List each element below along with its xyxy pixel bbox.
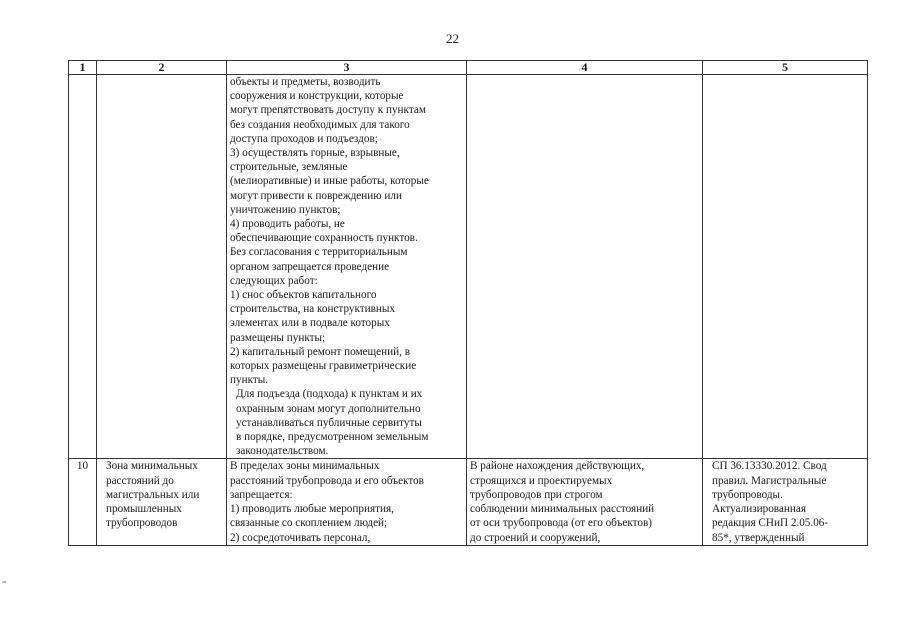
column-header-5: 5 [703,61,868,75]
table-row-continuation [69,75,868,459]
regulation-table [68,60,868,546]
column-header-4: 4 [467,61,703,75]
conditions-cell [467,75,703,459]
row-number-cell [69,75,97,459]
column-header-3: 3 [227,61,467,75]
table-header-row [69,61,868,75]
table-row-10 [69,459,868,545]
restrictions-cell [227,75,467,459]
zone-name-cell: Зона минимальных расстояний до магистральных или промышленных трубопроводов [97,459,227,545]
margin-mark: = [2,578,7,587]
conditions-cell: В районе нахождения действующих, строящихся и проектируемых трубопроводов при строгом соблюдении минимальных расстояний от оси трубопровода (от его объектов) до строений и сооружений, [467,459,703,545]
restrictions-text: объекты и предметы, возводить сооружения и конструкции, которые могут препятствовать доступу к пунктам без создания необходимых для такого доступа проходов и подъездов; 3) осуществлять горные, взрывные, строительные, земляные (мелиоративные) и иные работы, которые могут привести к повреждению или уничтожению пунктов; 4) проводить работы, не обеспечивающие сохранность пунктов. Без согласования с территориальным органом запрещается проведение следующих работ: 1) снос объектов капитального строительства, на конструктивных элементах или в подвале которых размещены пункты; 2) капитальный ремонт помещений, в которых размещены гравиметрические пункты. [230,76,429,387]
restrictions-cell: В пределах зоны минимальных расстояний трубопровода и его объектов запрещается: 1) проводить любые мероприятия, связанные со скоплением людей; 2) сосредоточивать персонал, [227,459,467,545]
page-number: 22 [446,31,459,46]
restrictions-note: Для подъезда (подхода) к пунктам и их охранным зонам могут дополнительно устанавливаться публичные сервитуты в порядке, предусмотренном земельным законодательством. [236,388,429,458]
basis-cell: СП 36.13330.2012. Свод правил. Магистральные трубопроводы. Актуализированная редакция СНиП 2.05.06- 85*, утвержденный [703,459,868,545]
zone-name-cell [97,75,227,459]
basis-cell [703,75,868,459]
column-header-2: 2 [97,61,227,75]
column-header-1: 1 [69,61,97,75]
row-number-cell: 10 [69,459,97,545]
